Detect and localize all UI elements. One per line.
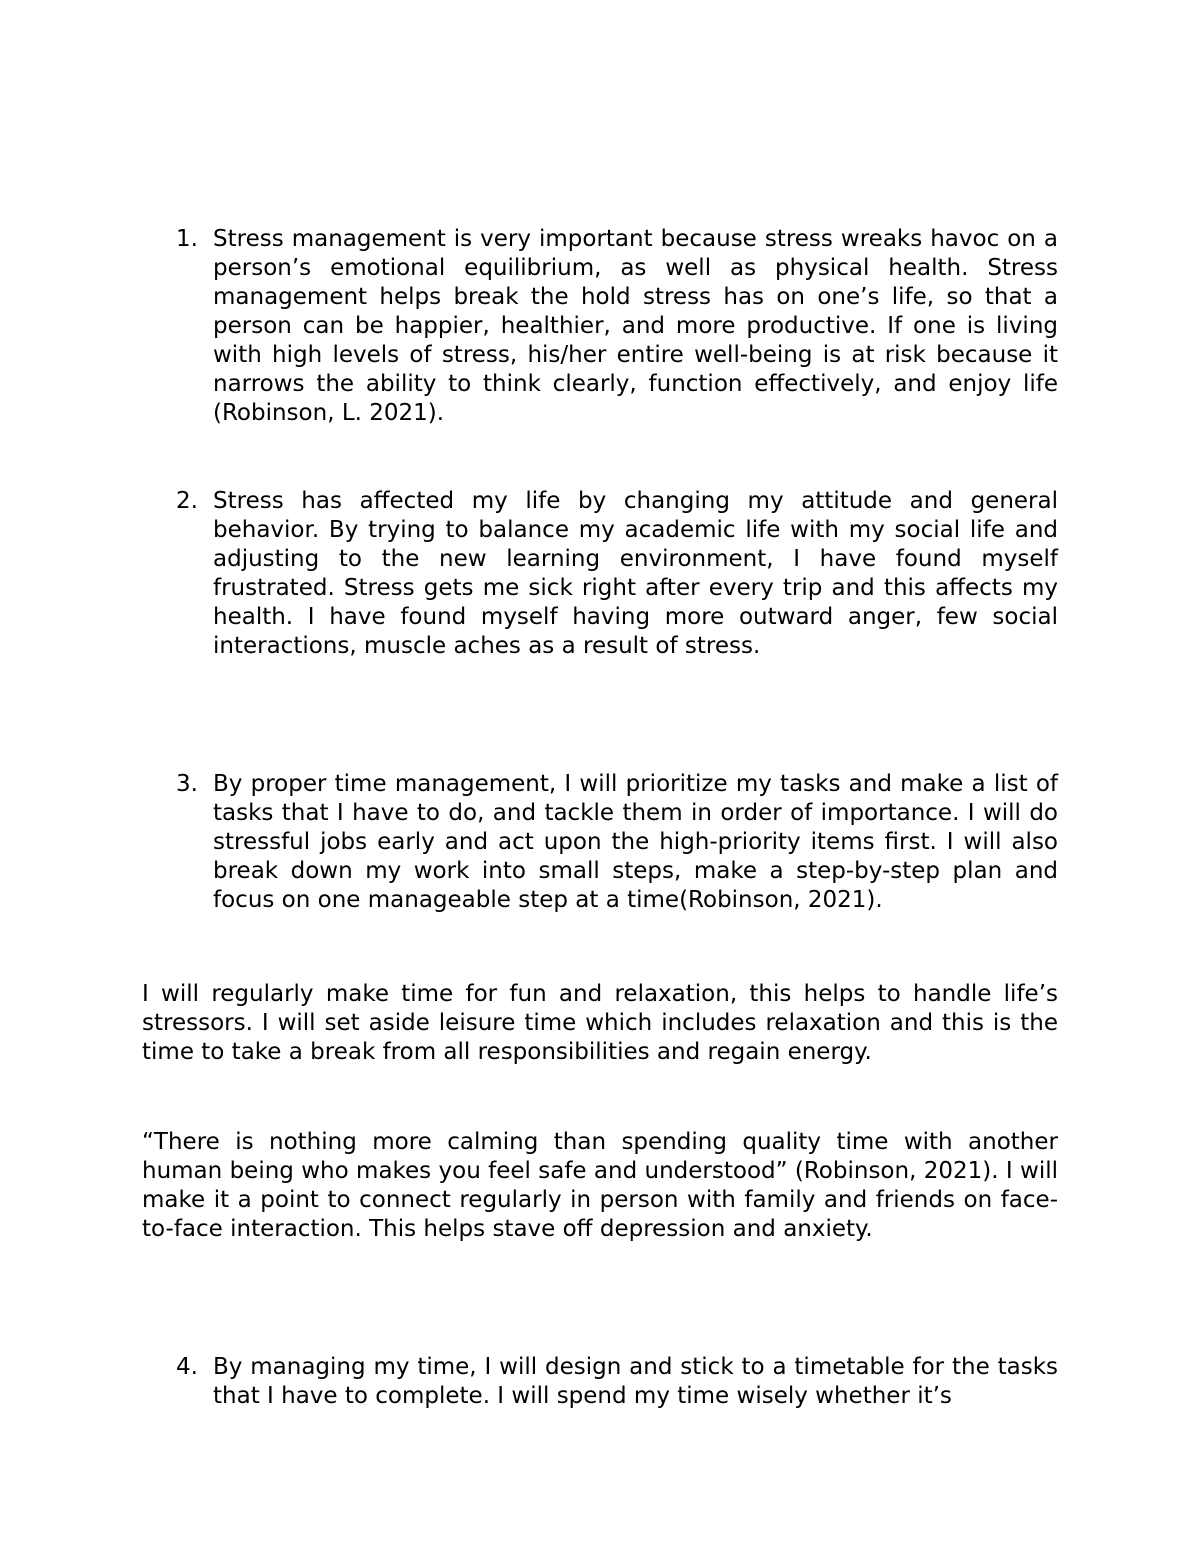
list-item-1: Stress management is very important because stress wreaks havoc on a person’s emotional equilibrium, as well as physical health. Stress management helps break the hold stress has on one’s life, so that a person can be happier, healthier, and more productive. If one is living with high levels of stress, his/her entire well-being is at risk because it narrows the ability to think clearly, function effectively, and enjoy life (Robinson, L. 2021).	[213, 226, 1058, 426]
list-item-2: Stress has affected my life by changing my attitude and general behavior. By trying to balance my academic life with my social life and adjusting to the new learning environment, I have found myself frustrated. Stress gets me sick right after every trip and this affects my health. I have found myself having more outward anger, few social interactions, muscle aches as a result of stress.	[213, 488, 1058, 659]
paragraph-quote: “There is nothing more calming than spending quality time with another human being who makes you feel safe and understood” (Robinson, 2021). I will make it a point to connect regularly in person with family and friends on face-to-face interaction. This helps stave off depression and anxiety.	[142, 1129, 1058, 1242]
list-number-1: 1.	[176, 226, 198, 252]
paragraph-relaxation: I will regularly make time for fun and relaxation, this helps to handle life’s stressors. I will set aside leisure time which includes relaxation and this is the time to take a break from all responsibilities and regain energy.	[142, 981, 1058, 1065]
list-item-4: By managing my time, I will design and stick to a timetable for the tasks that I have to complete. I will spend my time wisely whether it’s	[213, 1354, 1058, 1409]
list-item-3: By proper time management, I will prioritize my tasks and make a list of tasks that I have to do, and tackle them in order of importance. I will do stressful jobs early and act upon the high-priority items first. I will also break down my work into small steps, make a step-by-step plan and focus on one manageable step at a time(Robinson, 2021).	[213, 771, 1058, 913]
list-number-2: 2.	[176, 488, 198, 514]
list-number-3: 3.	[176, 771, 198, 797]
list-number-4: 4.	[176, 1354, 198, 1380]
